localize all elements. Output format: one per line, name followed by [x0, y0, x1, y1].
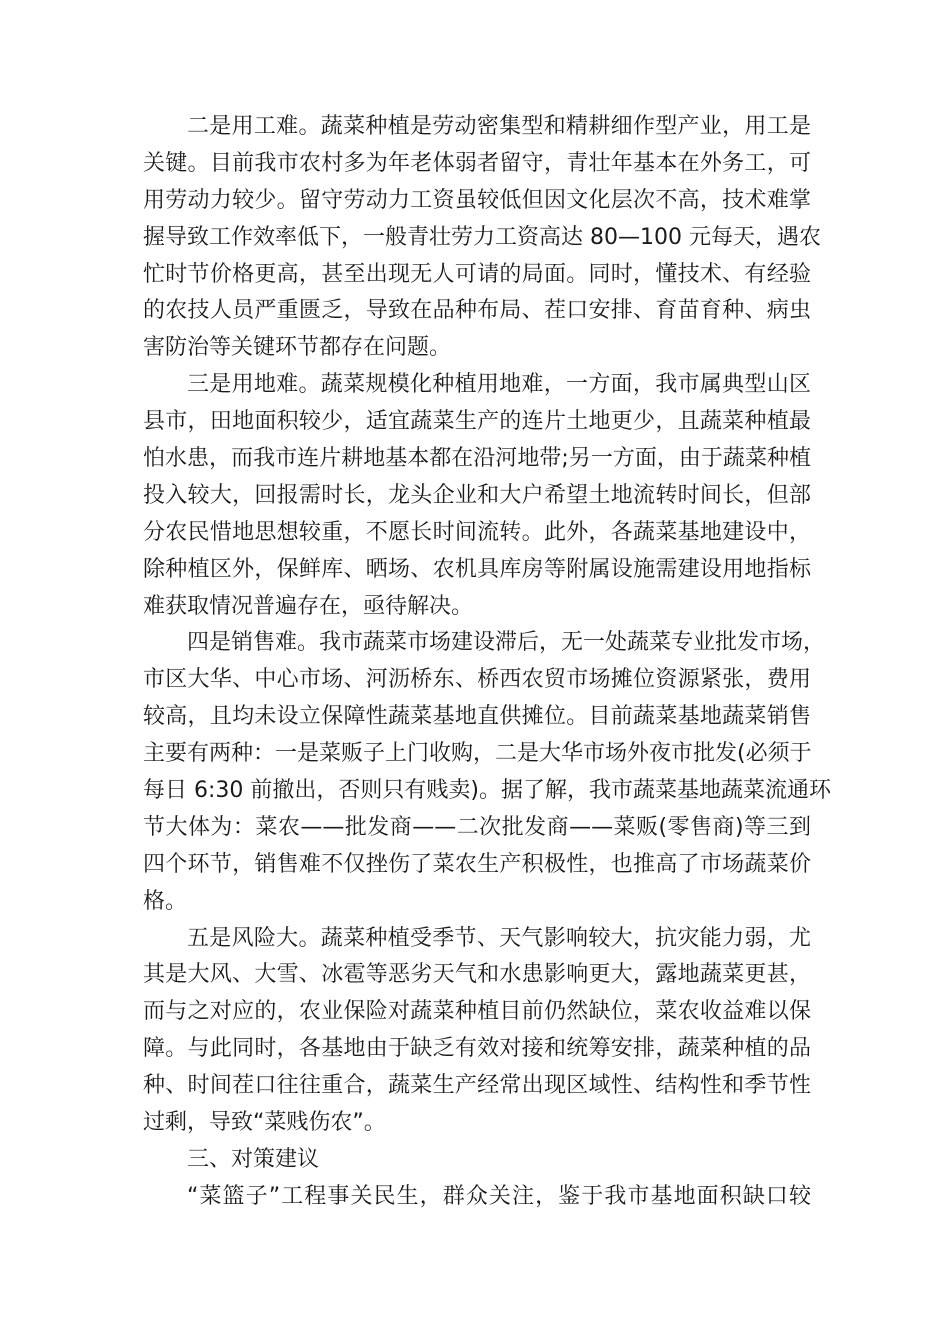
text-line: 除种植区外，保鲜库、晒场、农机具库房等附属设施需建设用地指标 [143, 556, 811, 582]
text-line: 障。与此同时，各基地由于缺乏有效对接和统筹安排，蔬菜种植的品 [143, 1036, 811, 1062]
text-line: 市区大华、中心市场、河沥桥东、桥西农贸市场摊位资源紧张，费用 [143, 667, 811, 693]
text-line: 种、时间茬口往往重合，蔬菜生产经常出现区域性、结构性和季节性 [143, 1073, 811, 1099]
text-line: 每日 6:30 前撤出，否则只有贱卖)。据了解，我市蔬菜基地蔬菜流通环 [143, 778, 831, 804]
paragraph-high-risk [143, 921, 811, 1142]
text-line: 格。 [143, 888, 188, 914]
text-line: 二是用工难。蔬菜种植是劳动密集型和精耕细作型产业，用工是 [187, 114, 811, 139]
paragraph-land-difficulty [143, 367, 811, 625]
paragraph-labor-difficulty [143, 109, 821, 367]
text-line: 分农民惜地思想较重，不愿长时间流转。此外，各蔬菜基地建设中， [143, 519, 811, 545]
text-line: 较高，且均未设立保障性蔬菜基地直供摊位。目前蔬菜基地蔬菜销售 [143, 704, 811, 730]
section-heading: 三、对策建议 [187, 1146, 320, 1172]
text-line: 难获取情况普遍存在，亟待解决。 [143, 593, 474, 619]
text-line: 害防治等关键环节都存在问题。 [143, 335, 452, 361]
text-line: 怕水患，而我市连片耕地基本都在沿河地带;另一方面，由于蔬菜种植 [143, 446, 811, 472]
text-line: 节大体为：菜农——批发商——二次批发商——菜贩(零售商)等三到 [143, 814, 811, 840]
text-line: 投入较大，回报需时长，龙头企业和大户希望土地流转时间长，但部 [143, 482, 811, 508]
text-line: 过剩，导致“菜贱伤农”。 [143, 1110, 386, 1136]
text-line: 用劳动力较少。留守劳动力工资虽较低但因文化层次不高，技术难掌 [143, 187, 811, 213]
text-line: 其是大风、大雪、冰雹等恶劣天气和水患影响更大，露地蔬菜更甚， [143, 962, 811, 988]
document-body [143, 109, 831, 1216]
text-line: 四个环节，销售难不仅挫伤了菜农生产积极性，也推高了市场蔬菜价 [143, 851, 811, 877]
text-line: 关键。目前我市农村多为年老体弱者留守，青壮年基本在外务工，可 [143, 150, 811, 176]
text-line: 的农技人员严重匮乏，导致在品种布局、茬口安排、育苗育种、病虫 [143, 298, 811, 324]
text-line: 握导致工作效率低下，一般青壮劳力工资高达 80—100 元每天，遇农 [143, 224, 821, 250]
text-line: 县市，田地面积较少，适宜蔬菜生产的连片土地更少，且蔬菜种植最 [143, 409, 811, 435]
text-line: 四是销售难。我市蔬菜市场建设滞后，无一处蔬菜专业批发市场， [187, 630, 826, 656]
text-line: 而与之对应的，农业保险对蔬菜种植目前仍然缺位，菜农收益难以保 [143, 999, 811, 1025]
text-line: 主要有两种：一是菜贩子上门收购，二是大华市场外夜市批发(必须于 [143, 741, 812, 767]
text-line: 三是用地难。蔬菜规模化种植用地难，一方面，我市属典型山区 [187, 372, 811, 398]
closing-line: “菜篮子”工程事关民生，群众关注，鉴于我市基地面积缺口较 [187, 1183, 811, 1209]
text-line: 五是风险大。蔬菜种植受季节、天气影响较大，抗灾能力弱，尤 [187, 925, 811, 951]
paragraph-sales-difficulty [143, 625, 831, 920]
text-line: 忙时节价格更高，甚至出现无人可请的局面。同时，懂技术、有经验 [143, 261, 811, 287]
